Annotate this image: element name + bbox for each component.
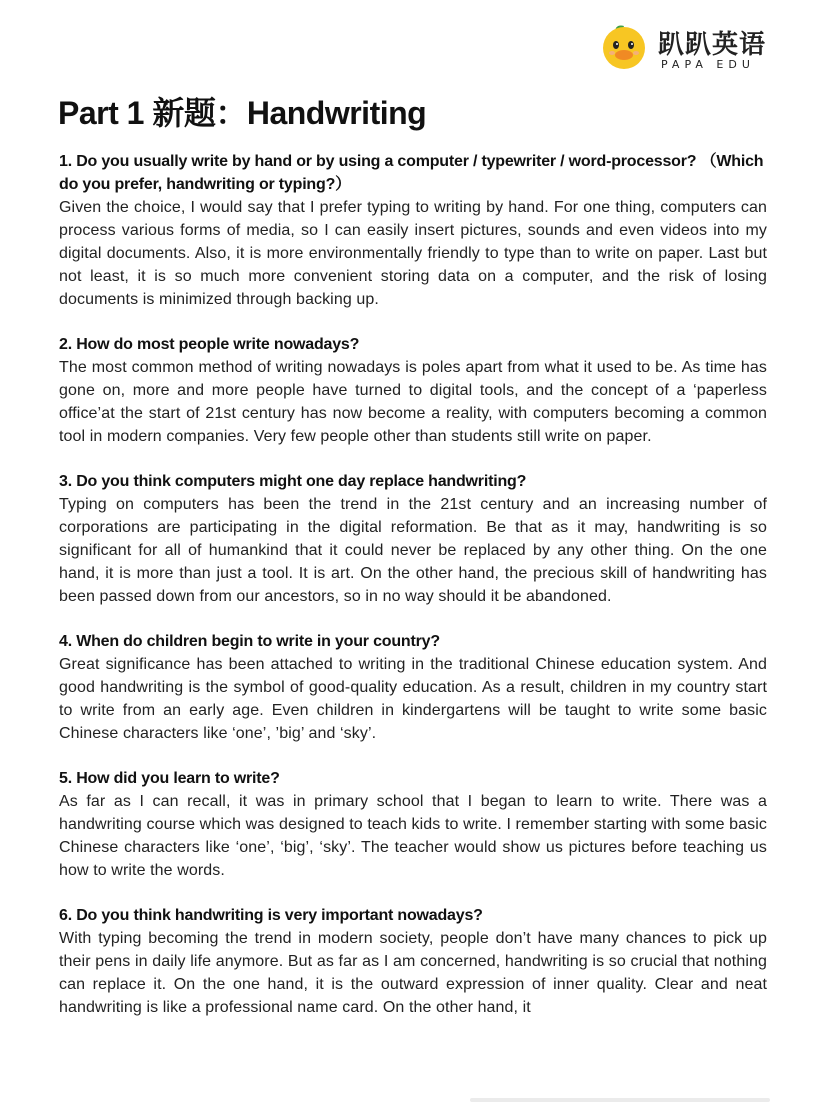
page-title: Part 1 新题：Handwriting [58,95,427,131]
question: 4. When do children begin to write in your country? [59,633,440,650]
qa-item [59,150,767,311]
answer: With typing becoming the trend in modern society, people don’t have many chances to pick up their pens in daily life anymore. But as far as I am concerned, handwriting is so crucial that nothing can replace it. On the one hand, it is the outward expression of inner quality. Clear and neat handwriting is like a professional name card. On the other hand, it [59,930,767,1016]
brand-name-en: PAPA EDU [661,58,755,71]
question: 2. How do most people write nowadays? [59,336,360,353]
question: 1. Do you usually write by hand or by using a computer / typewriter / word-processor? （Which do you prefer, handwriting or typing?） [59,153,764,193]
answer: Given the choice, I would say that I prefer typing to writing by hand. For one thing, computers can process various forms of media, so I can easily insert pictures, sounds and even videos into my digital documents. Also, it is more environmentally friendly to type than to write on paper. Last but not least, it is so much more convenient storing data on a computer, and the risk of losing documents is minimized through backing up. [59,199,767,308]
question: 3. Do you think computers might one day replace handwriting? [59,473,527,490]
qa-item [59,470,767,608]
answer: Great significance has been attached to writing in the traditional Chinese education system. And good handwriting is the symbol of good-quality education. As a result, children in my country start to write from an early age. Even children in kindergartens will be taught to write some basic Chinese characters like ‘one’, ’big’ and ‘sky’. [59,656,767,742]
answer: As far as I can recall, it was in primary school that I began to learn to write. There was a handwriting course which was designed to teach kids to write. I remember starting with some basic Chinese characters like ‘one’, ‘big’, ‘sky’. The teacher would show us pictures before teaching us how to write the words. [59,793,767,879]
brand-logo [598,22,778,78]
question: 5. How did you learn to write? [59,770,280,787]
qa-item [59,333,767,448]
qa-item [59,904,767,1019]
footer-note [470,1098,770,1102]
qa-item [59,630,767,745]
answer: Typing on computers has been the trend in the 21st century and an increasing number of corporations are participating in the digital reformation. Be that as it may, handwriting is so significant for all of humankind that it could never be replaced by any other thing. On the one hand, it is more than just a tool. It is art. On the other hand, the precious skill of handwriting has been passed down from our ancestors, so in no way should it be abandoned. [59,496,767,605]
qa-item [59,767,767,882]
brand-name-cn: 趴趴英语 [658,30,767,60]
question: 6. Do you think handwriting is very important nowadays? [59,907,483,924]
answer: The most common method of writing nowadays is poles apart from what it used to be. As time has gone on, more and more people have turned to digital tools, and the concept of a ‘paperless office’at the start of 21st century has now become a reality, with computers becoming a common tool in modern companies. Very few people other than students still write on paper. [59,359,767,445]
qa-list [59,150,767,1041]
duck-mascot-icon [598,22,650,74]
